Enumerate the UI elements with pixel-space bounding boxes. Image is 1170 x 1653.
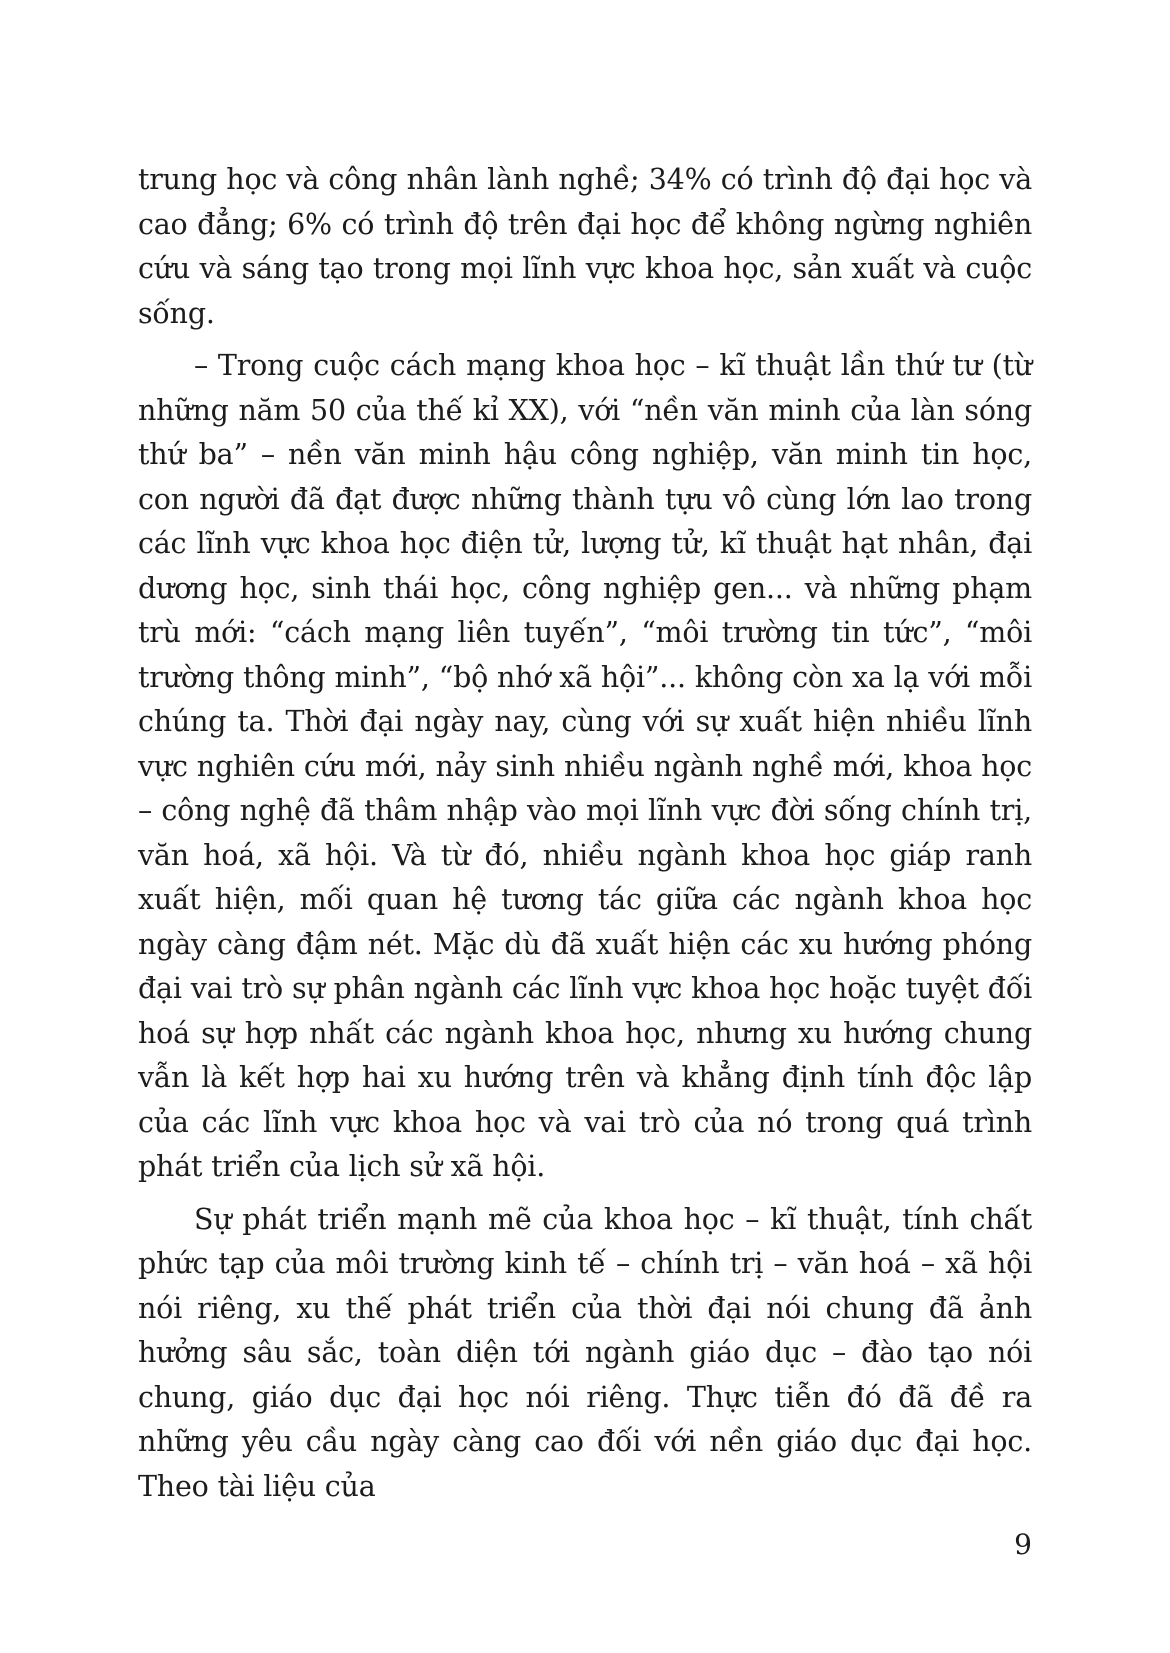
- paragraph-continuation: trung học và công nhân lành nghề; 34% có trình độ đại học và cao đẳng; 6% có trình độ trên đại học để không ngừng nghiên cứu và sáng tạo trong mọi lĩnh vực khoa học, sản xuất và cuộc sống.: [138, 163, 1032, 330]
- paragraph-scientific-revolution: – Trong cuộc cách mạng khoa học – kĩ thuật lần thứ tư (từ những năm 50 của thế kỉ XX), với “nền văn minh của làn sóng thứ ba” – nền văn minh hậu công nghiệp, văn minh tin học, con người đã đạt được những thành tựu vô cùng lớn lao trong các lĩnh vực khoa học điện tử, lượng tử, kĩ thuật hạt nhân, đại dương học, sinh thái học, công nghiệp gen... và những phạm trù mới: “cách mạng liên tuyến”, “môi trường tin tức”, “môi trường thông minh”, “bộ nhớ xã hội”... không còn xa lạ với mỗi chúng ta. Thời đại ngày nay, cùng với sự xuất hiện nhiều lĩnh vực nghiên cứu mới, nảy sinh nhiều ngành nghề mới, khoa học – công nghệ đã thâm nhập vào mọi lĩnh vực đời sống chính trị, văn hoá, xã hội. Và từ đó, nhiều ngành khoa học giáp ranh xuất hiện, mối quan hệ tương tác giữa các ngành khoa học ngày càng đậm nét. Mặc dù đã xuất hiện các xu hướng phóng đại vai trò sự phân ngành các lĩnh vực khoa học hoặc tuyệt đối hoá sự hợp nhất các ngành khoa học, nhưng xu hướng chung vẫn là kết hợp hai xu hướng trên và khẳng định tính độc lập của các lĩnh vực khoa học và vai trò của nó trong quá trình phát triển của lịch sử xã hội.: [138, 349, 1032, 1183]
- paragraph-education-impact: Sự phát triển mạnh mẽ của khoa học – kĩ thuật, tính chất phức tạp của môi trường kinh tế – chính trị – văn hoá – xã hội nói riêng, xu thế phát triển của thời đại nói chung đã ảnh hưởng sâu sắc, toàn diện tới ngành giáo dục – đào tạo nói chung, giáo dục đại học nói riêng. Thực tiễn đó đã đề ra những yêu cầu ngày càng cao đối với nền giáo dục đại học. Theo tài liệu của: [138, 1202, 1032, 1503]
- paragraph-gap: [138, 336, 1032, 344]
- paragraph-gap: [138, 1190, 1032, 1198]
- page-number: 9: [1014, 1528, 1032, 1561]
- body-text: [138, 158, 1032, 1509]
